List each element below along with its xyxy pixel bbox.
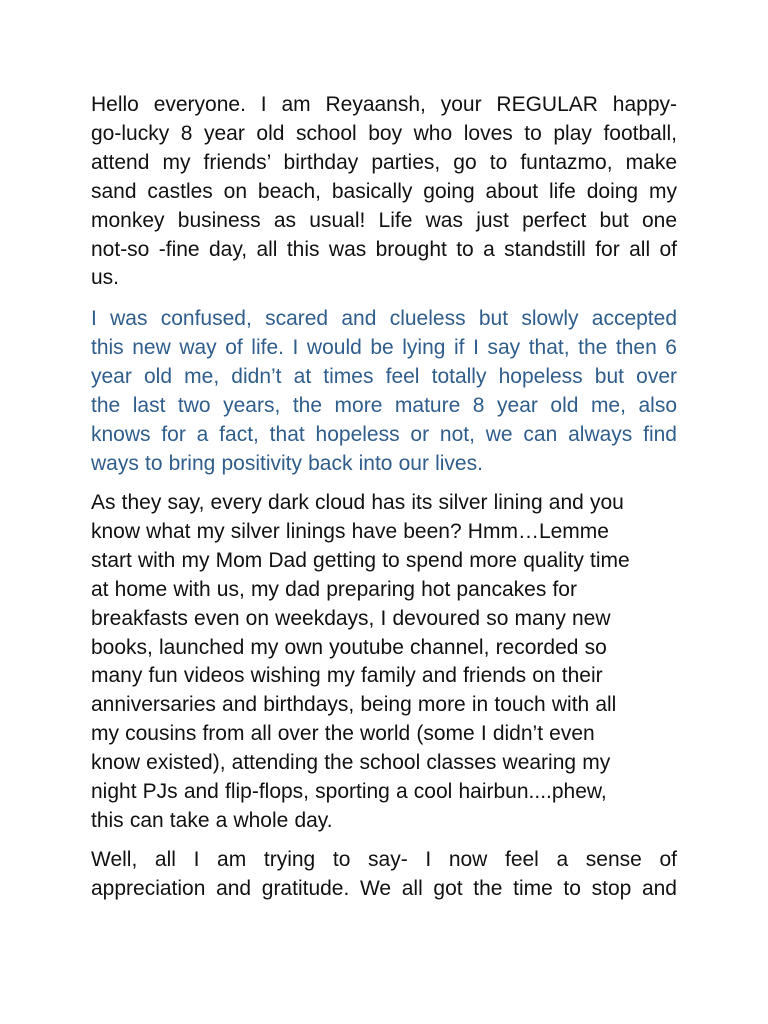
paragraph-line: attend my friends’ birthday parties, go to funtazmo, make — [91, 150, 677, 174]
paragraph-silver-lining — [91, 489, 677, 836]
paragraph-line: anniversaries and birthdays, being more in touch with all — [91, 693, 617, 717]
paragraph-line: this new way of life. I would be lying if I say that, the then 6 — [91, 335, 677, 359]
paragraph-intro — [91, 91, 677, 293]
paragraph-line: not-so -fine day, all this was brought to a standstill for all of — [91, 237, 677, 261]
paragraph-line: know existed), attending the school classes wearing my — [91, 751, 611, 775]
paragraph-line: I was confused, scared and clueless but slowly accepted — [91, 307, 677, 330]
paragraph-line: appreciation and gratitude. We all got the time to stop and — [91, 876, 677, 900]
paragraph-line: monkey business as usual! Life was just perfect but one — [91, 208, 677, 232]
paragraph-line: at home with us, my dad preparing hot pancakes for — [91, 577, 577, 601]
paragraph-line: go-lucky 8 year old school boy who loves to play football, — [91, 121, 677, 145]
paragraph-confusion — [91, 305, 677, 478]
paragraph-line: Well, all I am trying to say- I now feel a sense of — [91, 848, 677, 871]
paragraph-line: us. — [91, 266, 120, 290]
paragraph-line: ways to bring positivity back into our lives. — [91, 451, 483, 475]
paragraph-line: year old me, didn’t at times feel totally hopeless but over — [91, 364, 677, 388]
paragraph-line: As they say, every dark cloud has its silver lining and you — [91, 491, 624, 514]
paragraph-line: my cousins from all over the world (some I didn’t even — [91, 722, 595, 746]
paragraph-line: Hello everyone. I am Reyaansh, your REGULAR happy- — [91, 93, 677, 116]
paragraph-line: start with my Mom Dad getting to spend more quality time — [91, 548, 630, 572]
paragraph-line: books, launched my own youtube channel, recorded so — [91, 635, 607, 659]
paragraph-line: knows for a fact, that hopeless or not, we can always find — [91, 422, 677, 446]
paragraph-line: many fun videos wishing my family and friends on their — [91, 664, 603, 688]
paragraph-line: know what my silver linings have been? Hmm…Lemme — [91, 519, 609, 543]
paragraph-line: this can take a whole day. — [91, 808, 333, 832]
paragraph-gratitude — [91, 846, 677, 904]
paragraph-line: night PJs and flip-flops, sporting a cool hairbun....phew, — [91, 780, 607, 804]
paragraph-line: sand castles on beach, basically going about life doing my — [91, 179, 677, 203]
paragraph-line: breakfasts even on weekdays, I devoured so many new — [91, 606, 611, 630]
paragraph-line: the last two years, the more mature 8 year old me, also — [91, 393, 677, 417]
